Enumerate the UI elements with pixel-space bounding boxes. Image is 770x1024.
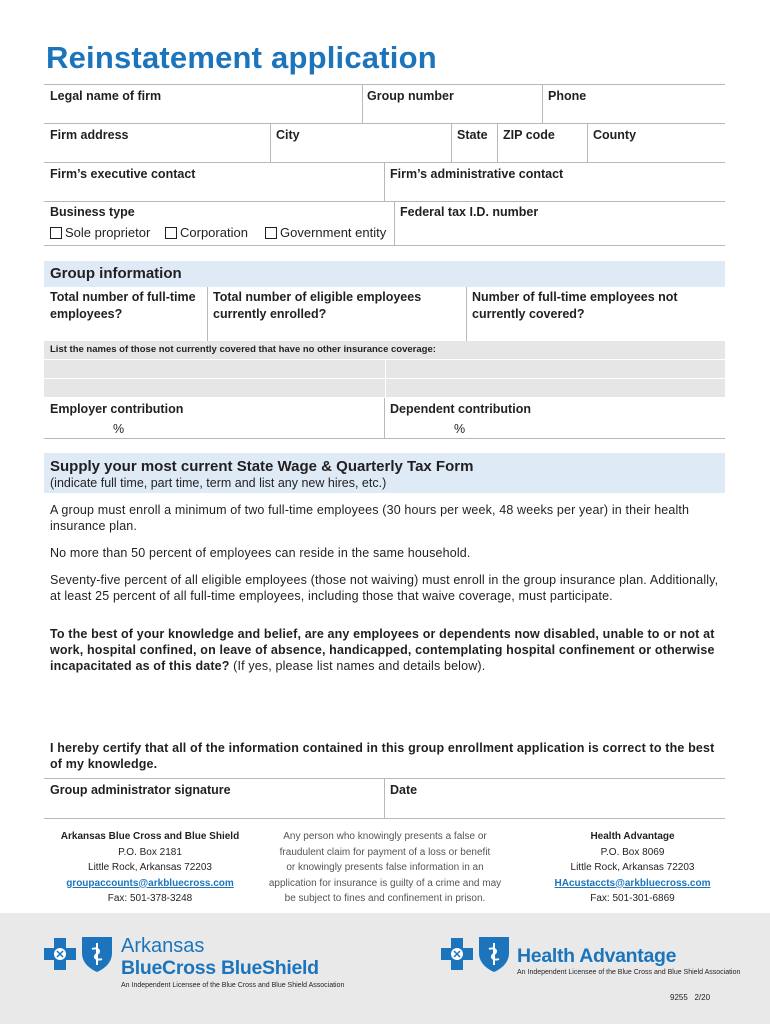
blue-cross-icon: [44, 938, 76, 970]
employer-contribution-label: Employer contribution: [50, 402, 184, 416]
group-information-header: Group information: [44, 261, 725, 287]
abcbs-logo-tagline: An Independent Licensee of the Blue Cross and Blue Shield Association: [121, 982, 345, 989]
divider: [44, 84, 725, 85]
total-fulltime-label: Total number of full-time employees?: [50, 290, 196, 321]
firm-address-label: Firm address: [50, 128, 129, 142]
blue-shield-icon: [80, 935, 114, 973]
form-code: 9255 2/20: [670, 993, 711, 1002]
page-title: Reinstatement application: [46, 40, 437, 75]
zip-label: ZIP code: [503, 128, 555, 142]
date-label: Date: [390, 783, 418, 797]
certification-text: I hereby certify that all of the information contained in this group enrollment application is correct to the best of my knowledge.: [50, 741, 715, 771]
divider: [394, 201, 395, 245]
city-label: City: [276, 128, 300, 142]
ha-address: Health Advantage P.O. Box 8069 Little Rock, Arkansas 72203 HAcustaccts@arkbluecross.com Fax: 501-301-6869: [520, 829, 745, 907]
blue-cross-icon: [441, 938, 473, 970]
admin-contact-label: Firm’s administrative contact: [390, 167, 564, 181]
ha-logo-name: Health Advantage: [517, 945, 677, 967]
ha-logo-tagline: An Independent Licensee of the Blue Cross and Blue Shield Association: [517, 969, 741, 976]
divider: [587, 123, 588, 162]
divider: [44, 245, 725, 246]
logo-band: [0, 913, 770, 1024]
federal-tax-label: Federal tax I.D. number: [400, 205, 539, 219]
corporation-checkbox[interactable]: Corporation: [165, 225, 248, 240]
divider: [385, 359, 386, 398]
abcbs-logo-arkansas: Arkansas: [121, 935, 205, 957]
divider: [44, 201, 725, 202]
abcbs-address: Arkansas Blue Cross and Blue Shield P.O. Box 2181 Little Rock, Arkansas 72203 groupaccounts@arkbluecross.com Fax: 501-378-3248: [50, 829, 250, 907]
divider: [384, 162, 385, 201]
state-label: State: [457, 128, 488, 142]
business-type-label: Business type: [50, 205, 135, 219]
fraud-warning: Any person who knowingly presents a false or fraudulent claim for payment of a loss or benefit or knowingly presents false information in an application for insurance is guilty of a crime and may be subject to fines and confinement in prison.: [268, 831, 502, 904]
legal-name-label: Legal name of firm: [50, 89, 162, 103]
government-entity-checkbox[interactable]: Government entity: [265, 225, 386, 240]
divider: [207, 287, 208, 341]
list-names-header: List the names of those not currently covered that have no other insurance coverage:: [44, 341, 725, 359]
divider: [497, 123, 498, 162]
sole-proprietor-checkbox[interactable]: Sole proprietor: [50, 225, 150, 240]
phone-label: Phone: [548, 89, 587, 103]
divider: [466, 287, 467, 341]
divider: [270, 123, 271, 162]
dependent-percent: %: [454, 422, 466, 436]
divider: [44, 438, 725, 439]
divider: [362, 84, 363, 123]
checkbox-icon: [165, 227, 177, 239]
exec-contact-label: Firm’s executive contact: [50, 167, 196, 181]
blue-shield-icon: [477, 935, 511, 973]
disability-question: To the best of your knowledge and belief, are any employees or dependents now disabled, unable to or not at work, hospital confined, on leave of absence, handicapped, contemplating hospital confinement or otherwise incapacitated as of this date? (If yes, please list names and details below).: [50, 627, 715, 673]
ha-email-link[interactable]: HAcustaccts@arkbluecross.com: [554, 877, 711, 889]
checkbox-icon: [265, 227, 277, 239]
divider: [44, 123, 725, 124]
abcbs-email-link[interactable]: groupaccounts@arkbluecross.com: [66, 877, 234, 889]
wage-form-header: Supply your most current State Wage & Quarterly Tax Form (indicate full time, part time, term and list any new hires, etc.): [44, 453, 725, 493]
signature-label: Group administrator signature: [50, 783, 231, 797]
divider: [451, 123, 452, 162]
divider: [384, 398, 385, 438]
divider: [384, 778, 385, 818]
rule-paragraph-1: A group must enroll a minimum of two full-time employees (30 hours per week, 48 weeks per year) in their health insurance plan.: [50, 503, 690, 533]
abcbs-logo-name: BlueCross BlueShield: [121, 957, 319, 979]
employer-percent: %: [113, 422, 125, 436]
rule-paragraph-3: Seventy-five percent of all eligible employees (those not waiving) must enroll in the group insurance plan. Additionally, at least 25 percent of all full-time employees, including those that waive coverage, must participate.: [50, 573, 719, 603]
divider: [44, 818, 725, 819]
checkbox-icon: [50, 227, 62, 239]
dependent-contribution-label: Dependent contribution: [390, 402, 531, 416]
rule-paragraph-2: No more than 50 percent of employees can reside in the same household.: [50, 546, 471, 560]
divider: [542, 84, 543, 123]
county-label: County: [593, 128, 637, 142]
eligible-enrolled-label: Total number of eligible employees currently enrolled?: [213, 290, 422, 321]
not-covered-label: Number of full-time employees not currently covered?: [472, 290, 678, 321]
group-number-label: Group number: [367, 89, 454, 103]
